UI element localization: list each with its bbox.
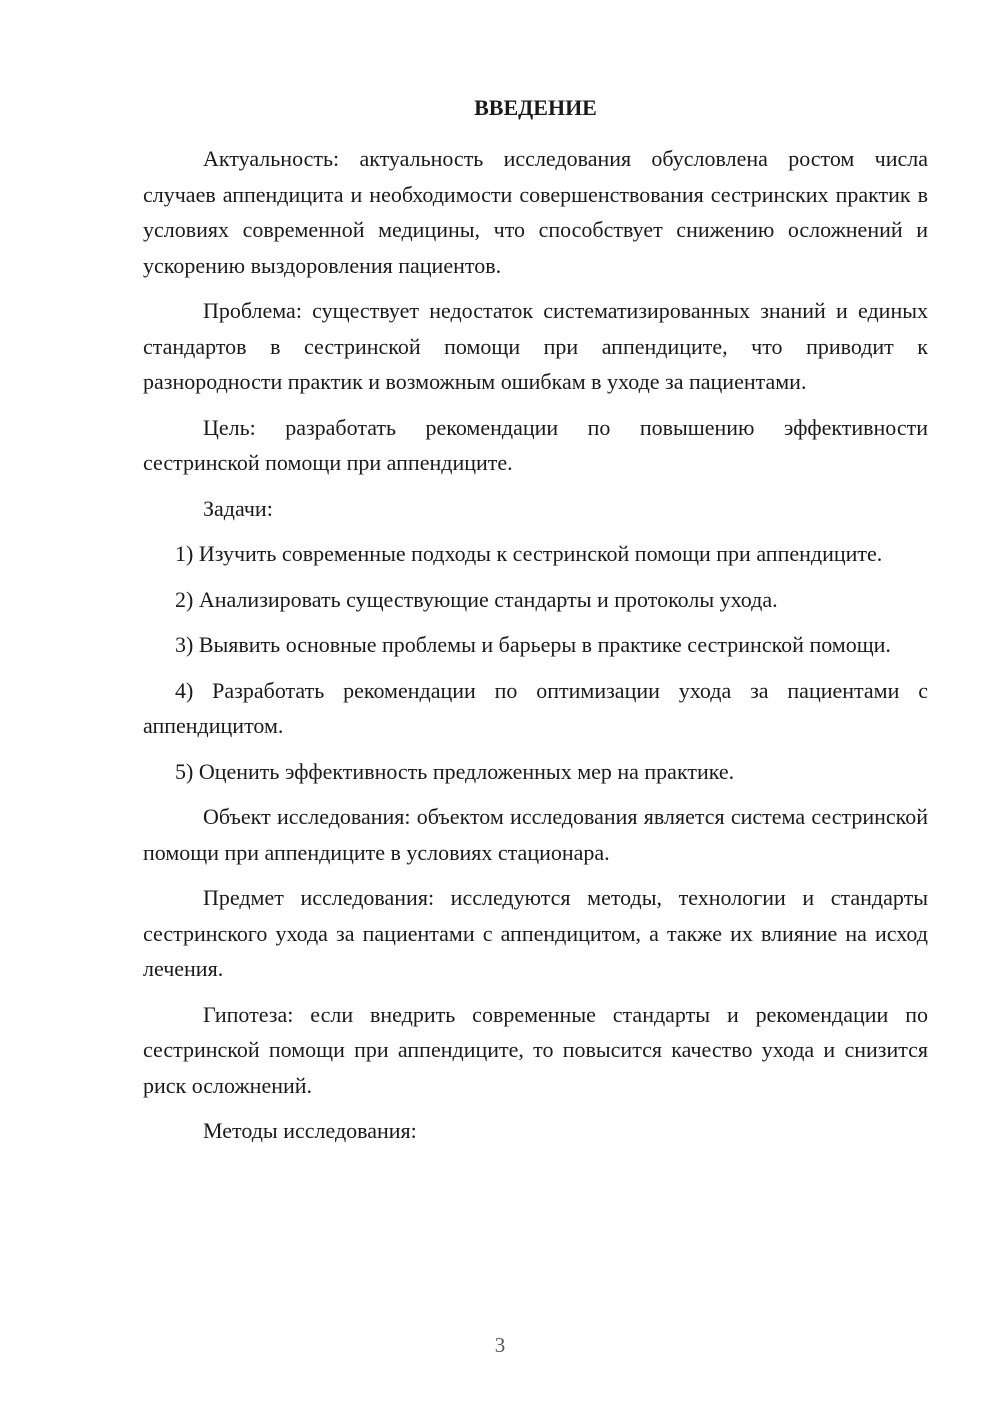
methods-heading: Методы исследования: bbox=[203, 1118, 417, 1143]
task-item: 3) Выявить основные проблемы и барьеры в практике сестринской помощи. bbox=[175, 632, 891, 657]
paragraph-subject: Предмет исследования: исследуются методы, технологии и стандарты сестринского ухода за пациентами с аппендицитом, а также их влияние на исход лечения. bbox=[143, 885, 928, 981]
task-item: 5) Оценить эффективность предложенных мер на практике. bbox=[175, 758, 735, 784]
task-item: 2) Анализировать существующие стандарты и протоколы ухода. bbox=[175, 586, 778, 612]
task-item: 4) Разработать рекомендации по оптимизации ухода за пациентами с аппендицитом. bbox=[143, 677, 928, 738]
section-title: ВВЕДЕНИЕ bbox=[474, 95, 597, 120]
paragraph-goal: Цель: разработать рекомендации по повышению эффективности сестринской помощи при аппендиците. bbox=[143, 414, 928, 475]
paragraph-problem: Проблема: существует недостаток систематизированных знаний и единых стандартов в сестринской помощи при аппендиците, что приводит к разнородности практик и возможным ошибкам в уходе за пациентами. bbox=[143, 298, 928, 394]
tasks-heading: Задачи: bbox=[203, 495, 273, 521]
document-page bbox=[143, 90, 928, 1159]
paragraph-hypothesis: Гипотеза: если внедрить современные стандарты и рекомендации по сестринской помощи при аппендиците, то повысится качество ухода и снизится риск осложнений. bbox=[143, 1001, 928, 1098]
task-item: 1) Изучить современные подходы к сестринской помощи при аппендиците. bbox=[175, 541, 883, 566]
paragraph-object: Объект исследования: объектом исследования является система сестринской помощи при аппендиците в условиях стационара. bbox=[143, 804, 928, 865]
paragraph-relevance: Актуальность: актуальность исследования обусловлена ростом числа случаев аппендицита и необходимости совершенствования сестринских практик в условиях современной медицины, что способствует снижению осложнений и ускорению выздоровления пациентов. bbox=[143, 146, 928, 278]
page-number: 3 bbox=[494, 1333, 506, 1357]
